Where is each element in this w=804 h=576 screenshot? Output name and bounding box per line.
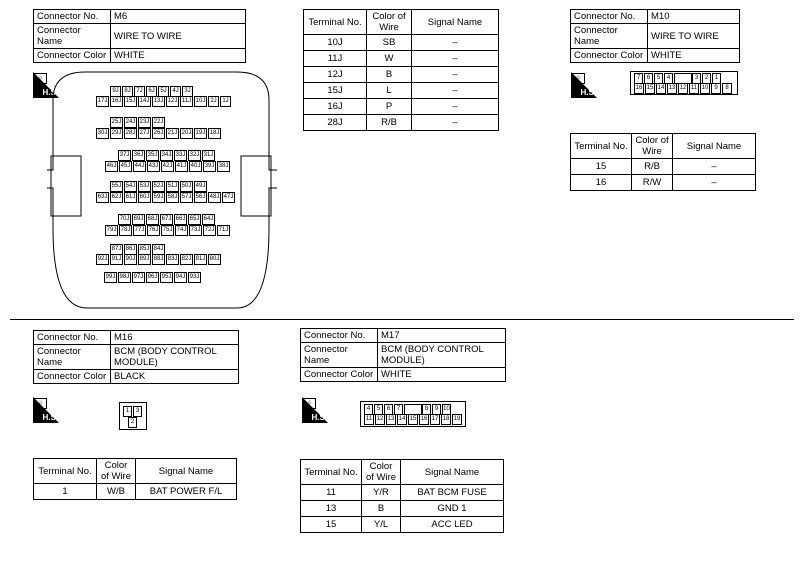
pin-8: 8 — [422, 404, 431, 415]
pin-67J: 67J — [160, 214, 173, 225]
pin-11J: 11J — [180, 96, 193, 107]
harness-side-icon-m10: ⌂ H.S. — [571, 72, 597, 98]
pin-18J: 18J — [208, 128, 221, 139]
pin-2: 2 — [702, 73, 711, 84]
pin-9J: 9J — [110, 86, 121, 97]
pin-16J: 16J — [110, 96, 123, 107]
pin-8: 8 — [722, 83, 732, 94]
table-row: 11 Y/R BAT BCM FUSE — [301, 485, 504, 501]
pin-28J: 28J — [124, 128, 137, 139]
pin-19J: 19J — [194, 128, 207, 139]
m16-connector-face — [119, 402, 147, 430]
pin-11: 11 — [689, 83, 699, 94]
table-row: 1 W/B BAT POWER F/L — [34, 484, 237, 500]
pin-17: 17 — [430, 414, 440, 425]
pin-34J: 34J — [160, 150, 173, 161]
pin-68J: 68J — [146, 214, 159, 225]
pin-86J: 86J — [124, 244, 137, 255]
pin-42J: 42J — [161, 161, 174, 172]
pin-69J: 69J — [132, 214, 145, 225]
pin-64J: 64J — [202, 214, 215, 225]
m10-terminal-table: Terminal No. Color of Wire Signal Name 15 R/B – 16 R/W – — [570, 133, 756, 191]
pin-59J: 59J — [152, 192, 165, 203]
pin-49J: 49J — [194, 181, 207, 192]
pin-52J: 52J — [152, 181, 165, 192]
pin-78J: 78J — [119, 225, 132, 236]
pin-92J: 92J — [96, 254, 109, 265]
table-row: 11J W – — [304, 51, 499, 67]
pin-98J: 98J — [118, 272, 131, 283]
m6-terminal-table: Terminal No. Color of Wire Signal Name 10J SB – 11J W – 12J B – 15J L – 16J P – 28J R/B – — [303, 9, 499, 131]
pin-44J: 44J — [133, 161, 146, 172]
pin-95J: 95J — [160, 272, 173, 283]
pin-22J: 22J — [152, 117, 165, 128]
pin-38J: 38J — [217, 161, 230, 172]
pin-54J: 54J — [124, 181, 137, 192]
pin-85J: 85J — [138, 244, 151, 255]
pin-94J: 94J — [174, 272, 187, 283]
pin-18: 18 — [441, 414, 451, 425]
m17-terminal-table: Terminal No. Color of Wire Signal Name 11 Y/R BAT BCM FUSE 13 B GND 1 15 Y/L ACC LED — [300, 459, 504, 533]
pin-48J: 48J — [208, 192, 221, 203]
table-row: 15 R/B – — [571, 159, 756, 175]
pin-16: 16 — [419, 414, 429, 425]
pin-84J: 84J — [152, 244, 165, 255]
pin-27J: 27J — [138, 128, 151, 139]
pin-9: 9 — [432, 404, 441, 415]
pin-16: 16 — [634, 83, 644, 94]
table-row: 10J SB – — [304, 35, 499, 51]
pin-2J: 2J — [208, 96, 219, 107]
pin-76J: 76J — [147, 225, 160, 236]
pin-29J: 29J — [110, 128, 123, 139]
pin-33J: 33J — [174, 150, 187, 161]
pin-73J: 73J — [189, 225, 202, 236]
pin-62J: 62J — [110, 192, 123, 203]
pin-23J: 23J — [138, 117, 151, 128]
pin-17J: 17J — [96, 96, 109, 107]
pin-6J: 6J — [146, 86, 157, 97]
pin-1J: 1J — [220, 96, 231, 107]
pin-83J: 83J — [166, 254, 179, 265]
harness-side-icon-m16: ⌂ H.S. — [33, 397, 59, 423]
pin-40J: 40J — [189, 161, 202, 172]
pin-12: 12 — [375, 414, 385, 425]
pin-77J: 77J — [133, 225, 146, 236]
pin-57J: 57J — [180, 192, 193, 203]
pin-89J: 89J — [138, 254, 151, 265]
pin-1: 1 — [712, 73, 721, 84]
pin-80J: 80J — [208, 254, 221, 265]
pin-21J: 21J — [166, 128, 179, 139]
pin-50J: 50J — [180, 181, 193, 192]
pin-43J: 43J — [147, 161, 160, 172]
table-row: 16 R/W – — [571, 175, 756, 191]
pin-46J: 46J — [105, 161, 118, 172]
pin-4: 4 — [664, 73, 673, 84]
pin-14J: 14J — [138, 96, 151, 107]
table-row: 28J R/B – — [304, 115, 499, 131]
pin-82J: 82J — [180, 254, 193, 265]
pin-36J: 36J — [132, 150, 145, 161]
pin-13J: 13J — [152, 96, 165, 107]
m16-info-table: Connector No. M16 Connector Name BCM (BODY CONTROL MODULE) Connector Color BLACK — [33, 330, 239, 384]
pin-10: 10 — [700, 83, 710, 94]
pin-39J: 39J — [203, 161, 216, 172]
pin-71J: 71J — [217, 225, 230, 236]
pin-96J: 96J — [146, 272, 159, 283]
pin-99J: 99J — [104, 272, 117, 283]
pin-13: 13 — [386, 414, 396, 425]
pin-1: 1 — [123, 406, 132, 417]
pin-15: 15 — [645, 83, 655, 94]
table-row: 13 B GND 1 — [301, 501, 504, 517]
pin-7: 7 — [634, 73, 643, 84]
pin-41J: 41J — [175, 161, 188, 172]
pin-55J: 55J — [110, 181, 123, 192]
pin-66J: 66J — [174, 214, 187, 225]
pin-88J: 88J — [152, 254, 165, 265]
pin-93J: 93J — [188, 272, 201, 283]
pin-79J: 79J — [105, 225, 118, 236]
pin-56J: 56J — [194, 192, 207, 203]
pin-9: 9 — [711, 83, 721, 94]
pin-7: 7 — [394, 404, 403, 415]
pin-72J: 72J — [203, 225, 216, 236]
pin-10J: 10J — [194, 96, 207, 107]
pin-12J: 12J — [166, 96, 179, 107]
pin-30J: 30J — [96, 128, 109, 139]
pin-14: 14 — [656, 83, 666, 94]
m6-info-table: Connector No. M6 Connector Name WIRE TO WIRE Connector Color WHITE — [33, 9, 246, 63]
pin-91J: 91J — [110, 254, 123, 265]
pin-24J: 24J — [124, 117, 137, 128]
pin-6: 6 — [384, 404, 393, 415]
pin-75J: 75J — [161, 225, 174, 236]
pin-5J: 5J — [158, 86, 169, 97]
pin-3: 3 — [692, 73, 701, 84]
pin-53J: 53J — [138, 181, 151, 192]
pin-90J: 90J — [124, 254, 137, 265]
pin-2: 2 — [128, 417, 137, 428]
pin-97J: 97J — [132, 272, 145, 283]
pin-6: 6 — [644, 73, 653, 84]
pin-10: 10 — [442, 404, 451, 415]
pin-74J: 74J — [175, 225, 188, 236]
pin-4J: 4J — [170, 86, 181, 97]
pin-65J: 65J — [188, 214, 201, 225]
table-row: 16J P – — [304, 99, 499, 115]
pin-25J: 25J — [110, 117, 123, 128]
pin-15: 15 — [408, 414, 418, 425]
pin-32J: 32J — [188, 150, 201, 161]
pin-7J: 7J — [134, 86, 145, 97]
pin-5: 5 — [374, 404, 383, 415]
harness-side-icon-m17: ⌂ H.S. — [302, 397, 328, 423]
pin-4: 4 — [364, 404, 373, 415]
pin-12: 12 — [678, 83, 688, 94]
table-row: 15 Y/L ACC LED — [301, 517, 504, 533]
pin-20J: 20J — [180, 128, 193, 139]
m10-info-table: Connector No. M10 Connector Name WIRE TO WIRE Connector Color WHITE — [570, 9, 740, 63]
pin-81J: 81J — [194, 254, 207, 265]
pin-35J: 35J — [146, 150, 159, 161]
table-row: 12J B – — [304, 67, 499, 83]
pin-19: 19 — [452, 414, 462, 425]
pin-51J: 51J — [166, 181, 179, 192]
pin-37J: 37J — [118, 150, 131, 161]
pin-14: 14 — [397, 414, 407, 425]
pin-58J: 58J — [166, 192, 179, 203]
pin-63J: 63J — [96, 192, 109, 203]
pin-5: 5 — [654, 73, 663, 84]
pin-45J: 45J — [119, 161, 132, 172]
pin-87J: 87J — [110, 244, 123, 255]
section-divider — [10, 319, 794, 320]
pin-3J: 3J — [182, 86, 193, 97]
pin-26J: 26J — [152, 128, 165, 139]
harness-side-icon-m6: ⌂ H.S. — [33, 72, 59, 98]
pin-47J: 47J — [222, 192, 235, 203]
pin-11: 11 — [364, 414, 374, 425]
pin-15J: 15J — [124, 96, 137, 107]
m16-terminal-table: Terminal No. Color of Wire Signal Name 1 W/B BAT POWER F/L — [33, 458, 237, 500]
pin-61J: 61J — [124, 192, 137, 203]
pin-8J: 8J — [122, 86, 133, 97]
pin-3: 3 — [133, 406, 142, 417]
pin-31J: 31J — [202, 150, 215, 161]
pin-60J: 60J — [138, 192, 151, 203]
table-row: 15J L – — [304, 83, 499, 99]
pin-70J: 70J — [118, 214, 131, 225]
pin-13: 13 — [667, 83, 677, 94]
m17-info-table: Connector No. M17 Connector Name BCM (BODY CONTROL MODULE) Connector Color WHITE — [300, 328, 506, 382]
